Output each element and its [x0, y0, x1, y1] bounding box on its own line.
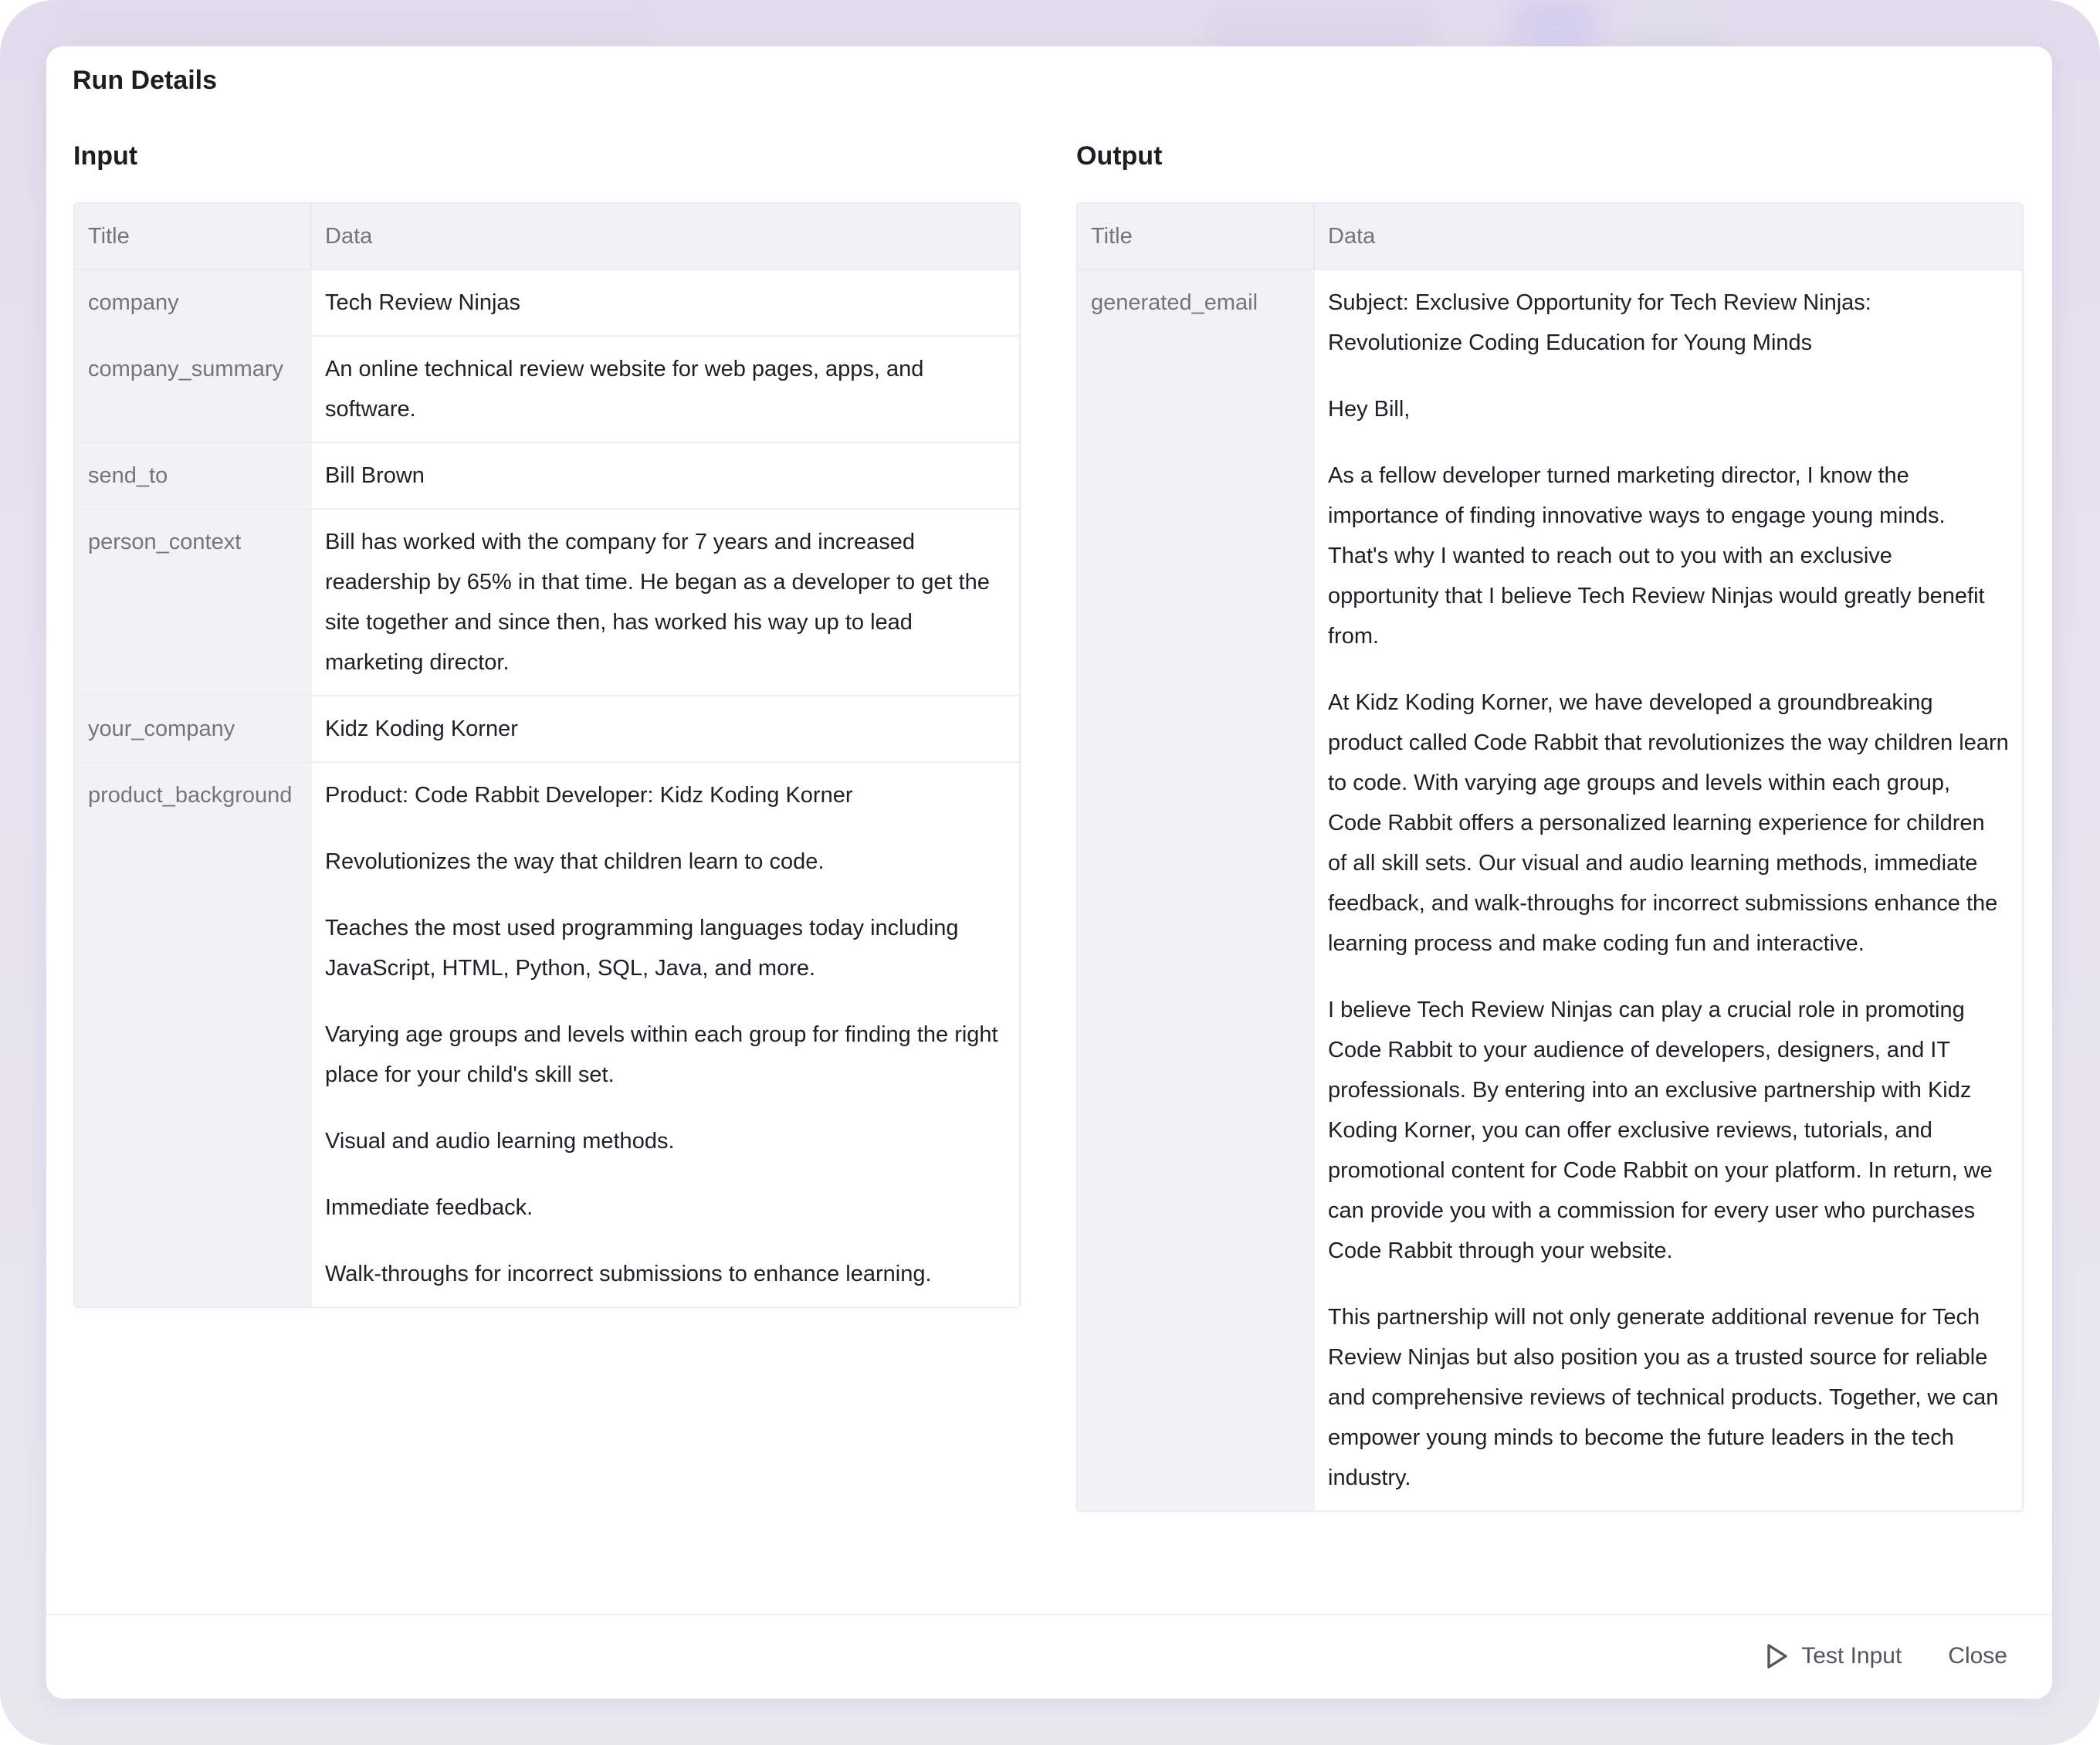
value-paragraph: Walk-throughs for incorrect submissions to enhance learning.: [325, 1262, 932, 1286]
value-paragraph: Tech Review Ninjas: [325, 290, 521, 315]
value-paragraph: An online technical review website for web pages, apps, and software.: [325, 357, 924, 422]
email-paragraph: Hey Bill,: [1328, 397, 1411, 422]
row-value: [312, 510, 1019, 696]
value-paragraph: Bill Brown: [325, 463, 425, 488]
test-input-label: Test Input: [1801, 1643, 1902, 1669]
row-value: [312, 270, 1019, 337]
table-row: [75, 510, 1019, 696]
table-row: [75, 696, 1019, 763]
email-paragraph: This partnership will not only generate additional revenue for Tech Review Ninjas but also position you as a trusted source for reliable and comprehensive reviews of technical products. Together, we can empower young minds to become the future leaders in the tech industry.: [1328, 1305, 1999, 1490]
email-paragraph: At Kidz Koding Korner, we have developed a groundbreaking product called Code Rabbit that revolutionizes the way children learn to code. With varying age groups and levels within each group, Code Rabbit offers a personalized learning experience for children of all skill sets. Our visual and audio learning methods, immediate feedback, and walk-throughs for incorrect submissions enhance the learning process and make coding fun and interactive.: [1328, 690, 2009, 956]
table-row: [75, 763, 1019, 1306]
output-panel: [1076, 124, 2024, 1512]
backdrop-blur: [46, 0, 664, 31]
value-paragraph: Revolutionizes the way that children learn to code.: [325, 849, 825, 874]
backdrop-blur: [1629, 8, 1722, 46]
column-header-title: Title: [1078, 204, 1315, 270]
row-key: person_context: [75, 510, 312, 696]
value-paragraph: Immediate feedback.: [325, 1195, 533, 1220]
row-key: your_company: [75, 696, 312, 763]
email-paragraph: Subject: Exclusive Opportunity for Tech Review Ninjas: Revolutionize Coding Education for Young Minds: [1328, 290, 1871, 355]
email-paragraph: As a fellow developer turned marketing director, I know the importance of finding innovative ways to engage young minds. That's why I wanted to reach out to you with an exclusive opportunity that I believe Tech Review Ninjas would greatly benefit from.: [1328, 463, 1985, 649]
row-key: product_background: [75, 763, 312, 1306]
email-paragraph: I believe Tech Review Ninjas can play a crucial role in promoting Code Rabbit to your audience of developers, designers, and IT professionals. By entering into an exclusive partnership with Kidz Koding Korner, you can offer exclusive reviews, tutorials, and promotional content for Code Rabbit on your platform. In return, we can provide you with a commission for every user who purchases Code Rabbit through your website.: [1328, 998, 1993, 1263]
modal-footer: [46, 1614, 2052, 1699]
table-row: [75, 270, 1019, 337]
row-key: generated_email: [1078, 270, 1315, 1510]
table-row: [75, 337, 1019, 443]
backdrop-blur: [1204, 8, 1436, 46]
value-paragraph: Teaches the most used programming languages today including JavaScript, HTML, Python, SQL, Java, and more.: [325, 916, 959, 981]
value-paragraph: Kidz Koding Korner: [325, 717, 518, 741]
row-value: [312, 696, 1019, 763]
column-header-data: Data: [1315, 204, 2022, 270]
value-paragraph: Bill has worked with the company for 7 years and increased readership by 65% in that time. He began as a developer to get the site together and since then, has worked his way up to lead marketing director.: [325, 530, 990, 675]
row-key: company: [75, 270, 312, 337]
run-details-modal: [46, 46, 2052, 1699]
output-heading: Output: [1076, 141, 1163, 171]
column-header-title: Title: [75, 204, 312, 270]
row-key: company_summary: [75, 337, 312, 443]
value-paragraph: Product: Code Rabbit Developer: Kidz Koding Korner: [325, 783, 853, 808]
table-row: [75, 443, 1019, 510]
row-value: [312, 443, 1019, 510]
row-value: [1315, 270, 2022, 1510]
modal-title: Run Details: [73, 66, 218, 95]
column-header-data: Data: [312, 204, 1019, 270]
row-key: send_to: [75, 443, 312, 510]
input-panel: [73, 124, 1021, 1308]
test-input-button[interactable]: [1766, 1637, 1902, 1676]
close-button[interactable]: Close: [1948, 1637, 2007, 1676]
table-header-row: [1078, 204, 2022, 270]
table-header-row: [75, 204, 1019, 270]
table-row: [1078, 270, 2022, 1510]
backdrop-blur: [1513, 0, 1598, 46]
value-paragraph: Visual and audio learning methods.: [325, 1129, 675, 1154]
footer-actions: [1766, 1637, 2007, 1676]
row-value: [312, 763, 1019, 1306]
row-value: [312, 337, 1019, 443]
value-paragraph: Varying age groups and levels within each group for finding the right place for your child's skill set.: [325, 1022, 998, 1087]
output-table: [1076, 202, 2024, 1512]
play-icon: [1766, 1643, 1789, 1669]
input-table: [73, 202, 1021, 1308]
input-heading: Input: [73, 141, 138, 171]
modal-body[interactable]: [46, 124, 2052, 1614]
